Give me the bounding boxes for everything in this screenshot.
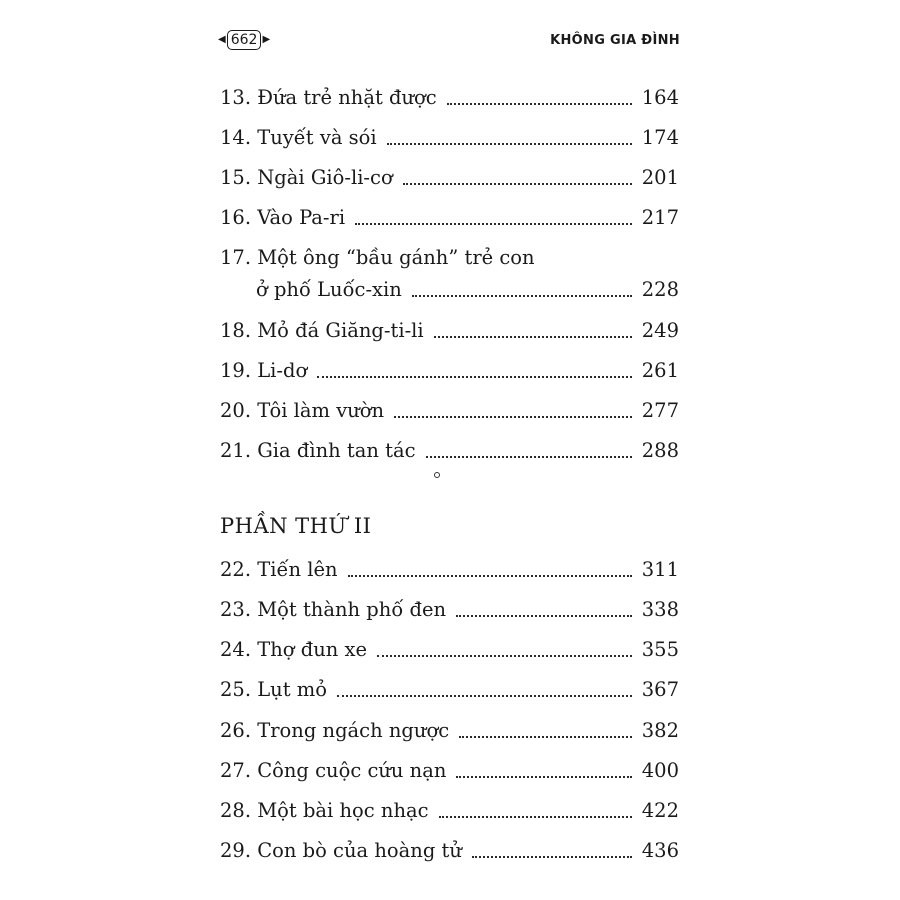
toc-entry-label: 13. Đứa trẻ nhặt được — [220, 86, 437, 109]
toc-entry-page: 422 — [641, 799, 679, 822]
toc-entry — [220, 438, 679, 464]
toc-entry — [220, 165, 679, 191]
toc-entry — [256, 277, 679, 303]
dot-leader — [348, 575, 632, 577]
toc-entry-page: 382 — [641, 719, 679, 742]
toc-entry-label: 27. Công cuộc cứu nạn — [220, 759, 447, 782]
toc-entry-label: 29. Con bò của hoàng tử — [220, 839, 462, 862]
toc-entry — [220, 205, 679, 231]
page-header — [218, 30, 680, 54]
book-title: KHÔNG GIA ĐÌNH — [550, 33, 680, 48]
toc-entry-label: 21. Gia đình tan tác — [220, 439, 416, 462]
toc-entry-label: ở phố Luốc-xin — [256, 278, 402, 301]
page-number — [218, 30, 270, 50]
toc-entry — [220, 597, 679, 623]
section-heading: PHẦN THỨ II — [220, 514, 372, 538]
dot-leader — [355, 223, 632, 225]
toc-entry — [220, 677, 679, 703]
toc-entry-page: 288 — [641, 439, 679, 462]
left-triangle-icon: ◀ — [218, 34, 226, 45]
toc-entry — [220, 758, 679, 784]
toc-entry-page: 174 — [641, 126, 679, 149]
toc-entry-label: 14. Tuyết và sói — [220, 126, 377, 149]
toc-entry-page: 217 — [641, 206, 679, 229]
toc-entry-page: 201 — [641, 166, 679, 189]
toc-entry-page: 249 — [641, 319, 679, 342]
toc-entry-label: 24. Thợ đun xe — [220, 638, 368, 661]
toc-entry-label: 18. Mỏ đá Giăng-ti-li — [220, 319, 424, 342]
dot-leader — [472, 856, 632, 858]
toc-entry-page: 338 — [641, 598, 679, 621]
toc-entry — [220, 125, 679, 151]
toc-entry-page: 277 — [641, 399, 679, 422]
toc-entry-label: 19. Li-dơ — [220, 359, 308, 382]
toc-entry-page: 164 — [641, 86, 679, 109]
dot-leader — [459, 736, 632, 738]
toc-entry-page: 367 — [641, 678, 679, 701]
toc-entry-label: 16. Vào Pa-ri — [220, 206, 346, 229]
toc-entry-label: 22. Tiến lên — [220, 558, 338, 581]
dot-leader — [426, 456, 632, 458]
toc-entry — [220, 798, 679, 824]
dot-leader — [456, 615, 632, 617]
toc-entry-page: 355 — [641, 638, 679, 661]
dot-leader — [412, 295, 632, 297]
dot-leader — [377, 655, 632, 657]
toc-entry-page: 400 — [641, 759, 679, 782]
dot-leader — [403, 183, 632, 185]
dot-leader — [434, 336, 632, 338]
toc-entry-page: 311 — [641, 558, 679, 581]
toc-entry — [220, 637, 679, 663]
toc-entry-label: 26. Trong ngách ngược — [220, 719, 450, 742]
page-number-value: 662 — [227, 30, 262, 50]
dot-leader — [456, 776, 631, 778]
toc-entry — [220, 398, 679, 424]
toc-entry — [220, 358, 679, 384]
toc-entry-label-line1: 17. Một ông “bầu gánh” trẻ con — [220, 246, 535, 269]
right-triangle-icon: ▶ — [262, 34, 271, 45]
toc-entry — [220, 838, 679, 864]
toc-entry-page: 436 — [641, 839, 679, 862]
toc-entry — [220, 85, 679, 111]
toc-entry-page: 228 — [641, 278, 679, 301]
toc-entry-label: 25. Lụt mỏ — [220, 678, 327, 701]
toc-entry-label: 15. Ngài Giô-li-cơ — [220, 166, 393, 189]
dot-leader — [394, 416, 632, 418]
toc-entry-label: 23. Một thành phố đen — [220, 598, 447, 621]
dot-leader — [447, 103, 632, 105]
dot-leader — [387, 143, 632, 145]
toc-entry-label: 28. Một bài học nhạc — [220, 799, 429, 822]
dot-leader — [317, 376, 632, 378]
dot-leader — [337, 695, 632, 697]
toc-entry-label: 20. Tôi làm vườn — [220, 399, 385, 422]
toc-entry-page: 261 — [641, 359, 679, 382]
print-speck — [434, 472, 440, 478]
toc-entry — [220, 557, 679, 583]
toc-entry — [220, 318, 679, 344]
toc-entry — [220, 718, 679, 744]
dot-leader — [439, 816, 632, 818]
